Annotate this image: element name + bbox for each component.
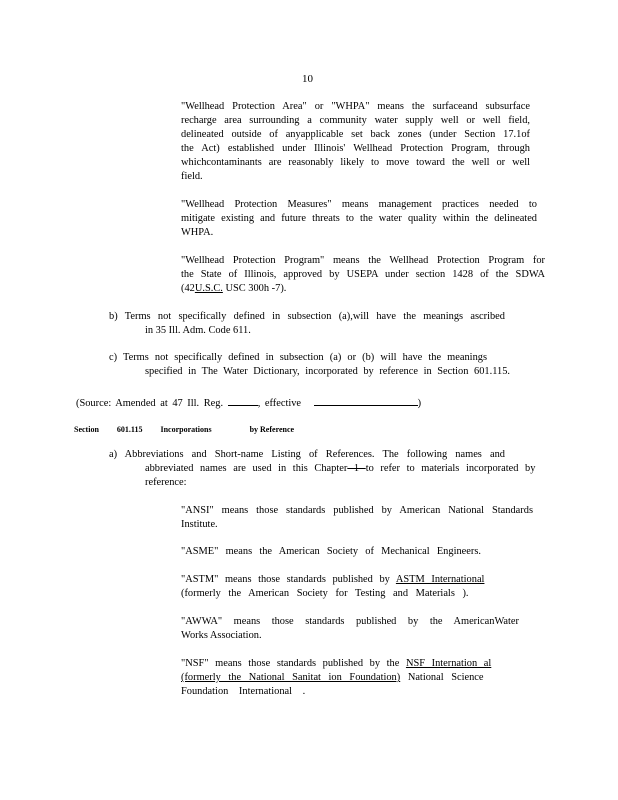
reference-line: (formerly the American Society for Testing and Materials ).: [181, 588, 469, 599]
citation-prefix: (42: [181, 283, 195, 294]
source-close: ): [417, 398, 422, 409]
definition-line: field.: [181, 171, 203, 182]
citation-suffix: USC 300h -7).: [222, 283, 287, 294]
reference-line: "ASME" means the American Society of Mechanical Engineers.: [181, 546, 481, 557]
definition-line: [181, 282, 545, 296]
reference-line: "AWWA" means those standards published by the AmericanWater: [181, 616, 519, 627]
definition-line: "Wellhead Protection Program" means the Wellhead Protection Program for: [181, 255, 545, 266]
reference-line: [181, 671, 501, 685]
reference-text: "ASTM" means those standards published by: [181, 574, 396, 585]
subsection-line: specified in The Water Dictionary, incorporated by reference in Section 601.115.: [145, 366, 511, 377]
subsection-b: [109, 310, 505, 338]
source-note: [76, 395, 421, 411]
definition-line: WHPA.: [181, 227, 214, 238]
effective-date-blank: [314, 395, 418, 406]
subsection-a: [109, 448, 536, 490]
subsection-line: in 35 Ill. Adm. Code 611.: [145, 325, 251, 336]
citation-underlined: U.S.C.: [194, 283, 223, 294]
reference-line: [181, 573, 501, 587]
section-title: Incorporations: [160, 425, 212, 434]
section-number: 601.115: [116, 425, 143, 434]
subsection-line: [109, 462, 536, 476]
subsection-line: c) Terms not specifically defined in subsection (a) or (b) will have the meanings: [109, 352, 487, 363]
source-prefix: (Source: Amended at 47 Ill. Reg.: [76, 398, 224, 409]
reference-awwa: [181, 615, 519, 643]
section-title-by-reference: by Reference: [249, 425, 295, 434]
subsection-c: [109, 351, 511, 379]
definition-line: the State of Illinois, approved by USEPA under section 1428 of the SDWA: [181, 269, 545, 280]
subsection-line: reference:: [145, 477, 187, 488]
definition-line: delineated outside of anyapplicable set back zones (under Section 17.1of: [181, 129, 530, 140]
definition-line: "Wellhead Protection Measures" means management practices needed to: [181, 199, 537, 210]
register-blank: [228, 395, 258, 406]
reference-ansi: [181, 504, 533, 532]
reference-asme: [181, 545, 481, 559]
reference-line: [181, 657, 501, 671]
reference-text: "NSF" means those standards published by the: [181, 658, 406, 669]
definition-line: "Wellhead Protection Area" or "WHPA" means the surfaceand subsurface: [181, 101, 530, 112]
reference-underlined: (formerly the National Sanitat ion Foundation): [181, 672, 401, 683]
strikeout-mark: 1: [347, 463, 366, 474]
definition-line: the Act) established under Illinois' Wellhead Protection Program, through: [181, 143, 530, 154]
source-effective: , effective: [257, 398, 302, 409]
definition-line: recharge area surrounding a community water supply well or well field,: [181, 115, 530, 126]
reference-nsf: [181, 657, 501, 699]
definition-line: mitigate existing and future threats to the water quality within the delineated: [181, 213, 537, 224]
reference-text: National Science: [400, 672, 484, 683]
section-label: Section: [74, 425, 99, 434]
definition-whpa: [181, 100, 530, 184]
definition-line: whichcontaminants are reasonably likely to move toward the well or well: [181, 157, 530, 168]
subsection-text: to refer to materials incorporated by: [365, 463, 536, 474]
reference-underlined: ASTM International: [395, 574, 485, 585]
definition-wellhead-measures: [181, 198, 537, 240]
page-number: 10: [302, 73, 313, 85]
subsection-text: abbreviated names are used in this Chapter: [145, 463, 348, 474]
reference-astm: [181, 573, 501, 601]
definition-wellhead-program: [181, 254, 545, 296]
reference-underlined: NSF Internation al: [405, 658, 492, 669]
reference-line: Works Association.: [181, 630, 262, 641]
subsection-line: b) Terms not specifically defined in subsection (a),will have the meanings ascribed: [109, 311, 505, 322]
reference-line: "ANSI" means those standards published by American National Standards: [181, 505, 533, 516]
reference-line: Institute.: [181, 519, 218, 530]
subsection-line: a) Abbreviations and Short-name Listing of References. The following names and: [109, 449, 505, 460]
reference-line: Foundation International .: [181, 686, 306, 697]
section-heading: [74, 425, 294, 434]
